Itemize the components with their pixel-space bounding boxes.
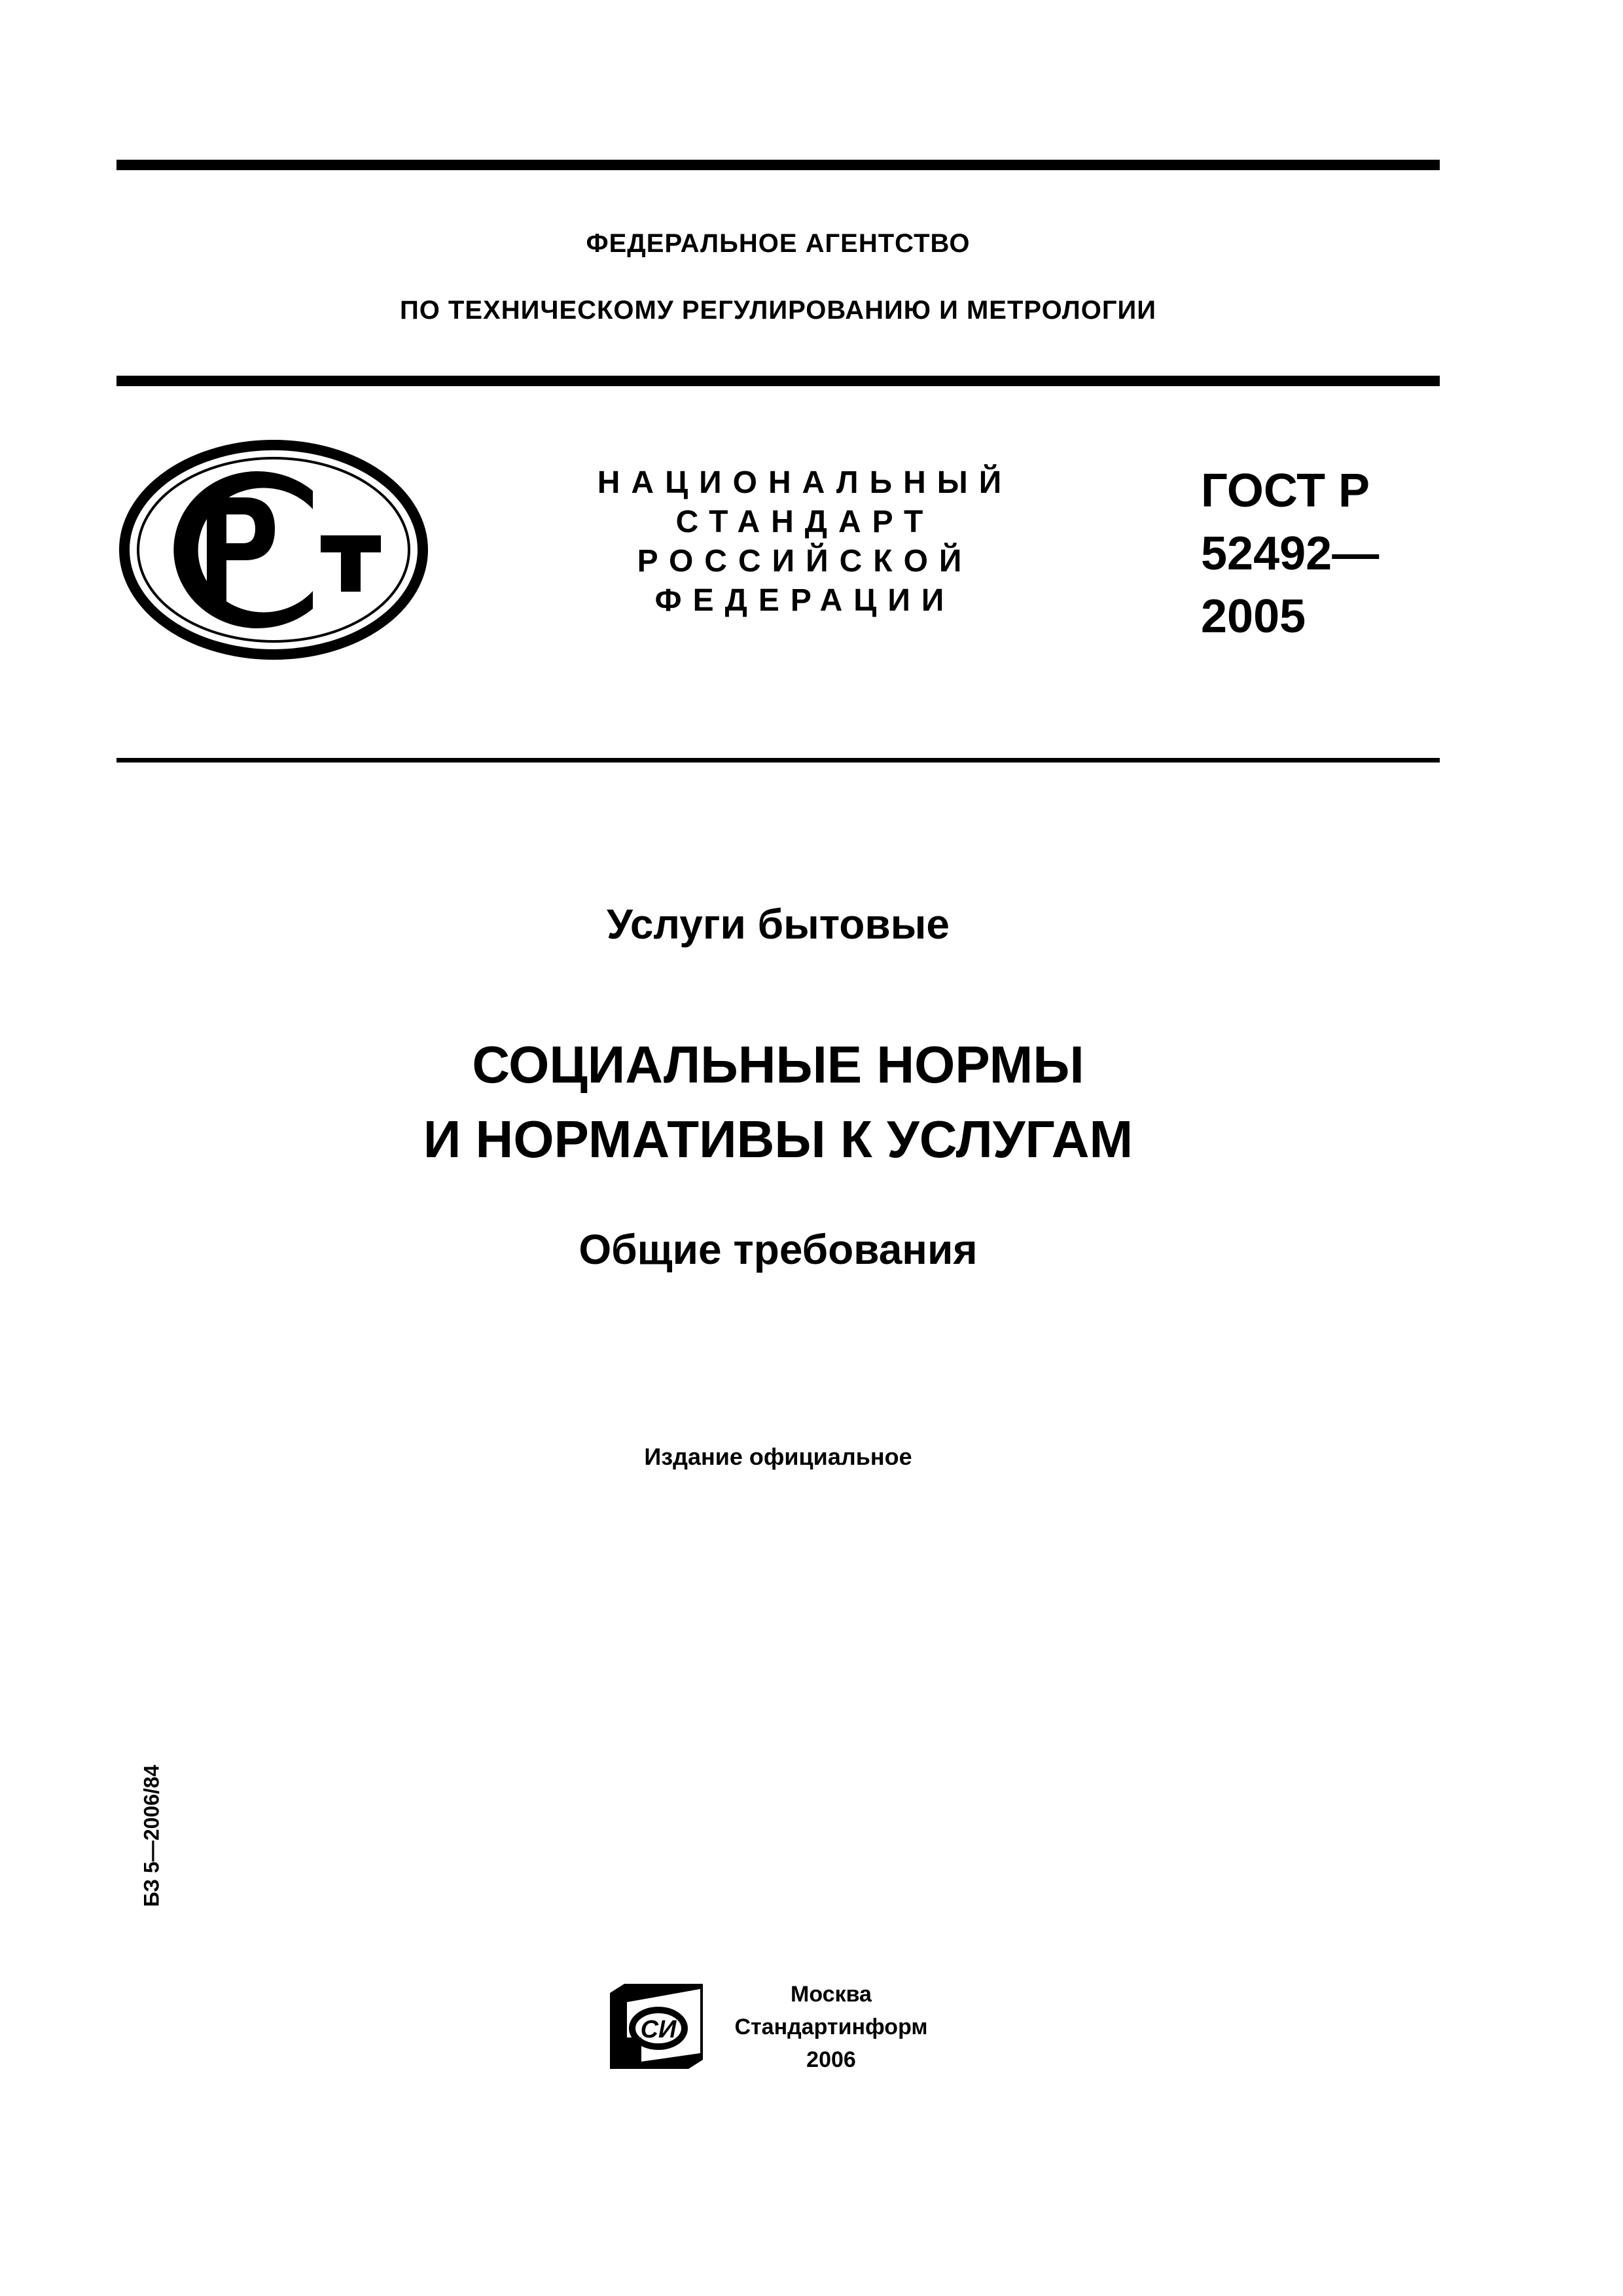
standard-designation [1201,459,1379,648]
publisher-block [733,1978,929,2076]
national-standard-line-4: ФЕДЕРАЦИИ [654,583,955,618]
national-standard-line-3: РОССИЙСКОЙ [637,544,973,579]
document-title-line-2: И НОРМАТИВЫ К УСЛУГАМ [423,1110,1133,1168]
agency-line-2: ПО ТЕХНИЧЕСКОМУ РЕГУЛИРОВАНИЮ И МЕТРОЛОГИИ [399,296,1157,325]
designation-line-1: ГОСТ Р [1201,465,1370,517]
national-standard-line-2: СТАНДАРТ [675,505,935,539]
top-rule [116,160,1440,170]
document-title-line-1: СОЦИАЛЬНЫЕ НОРМЫ [472,1035,1084,1094]
rst-emblem-icon [116,437,431,663]
middle-rule [116,376,1440,386]
publisher-city: Москва [791,1982,872,2007]
designation-line-2: 52492— [1201,528,1380,580]
agency-line-1: ФЕДЕРАЛЬНОЕ АГЕНТСТВО [586,229,971,258]
document-subtitle: Общие требования [579,1226,978,1273]
publisher-year: 2006 [806,2047,856,2072]
national-standard-block [576,463,1034,620]
thin-rule [116,758,1440,762]
catalog-code: БЗ 5—2006/84 [139,1765,164,1907]
document-title [116,1028,1440,1177]
standartinform-logo-icon [607,1980,705,2072]
publisher-name: Стандартинформ [734,2015,928,2039]
document-kind: Услуги бытовые [607,901,950,948]
national-standard-line-1: НАЦИОНАЛЬНЫЙ [597,465,1013,500]
designation-line-3: 2005 [1201,590,1306,643]
publisher-logo-text: СИ [640,2016,677,2043]
edition-label: Издание официальное [644,1443,912,1470]
